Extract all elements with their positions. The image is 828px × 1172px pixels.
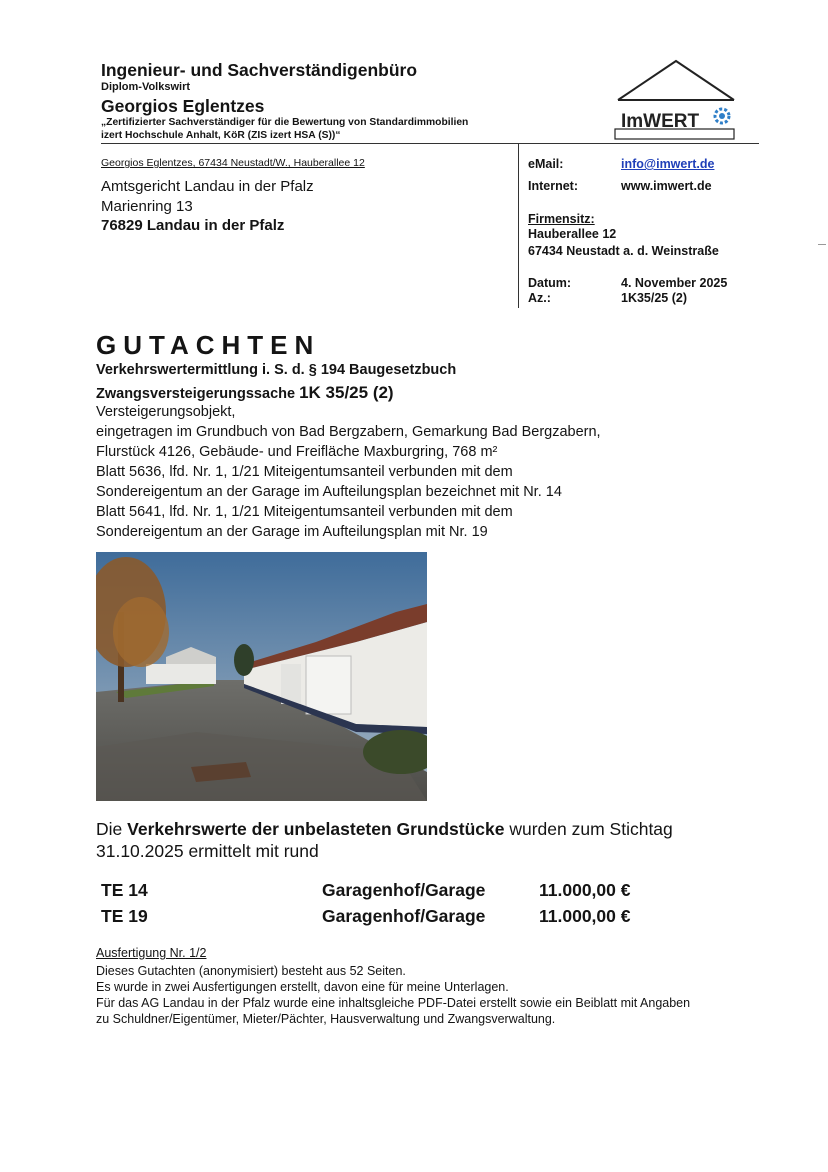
degree-label: Diplom-Volkswirt <box>101 81 191 93</box>
expert-name: Georgios Eglentzes <box>101 96 265 116</box>
document-subtitle: Verkehrswertermittlung i. S. d. § 194 Baugesetzbuch <box>96 362 457 378</box>
valuation-summary-line: 31.10.2025 ermittelt mit rund <box>96 841 319 861</box>
object-description-line: Versteigerungsobjekt, <box>96 404 236 420</box>
case-reference <box>96 383 394 403</box>
sender-line: Georgios Eglentzes, 67434 Neustadt/W., Hauberallee 12 <box>101 157 365 169</box>
gear-icon <box>715 109 729 123</box>
object-description-line: Sondereigentum an der Garage im Aufteilungsplan bezeichnet mit Nr. 14 <box>96 484 562 500</box>
certification-line: „Zertifizierter Sachverständiger für die Bewertung von Standardimmobilien <box>101 117 469 128</box>
footer-note: Es wurde in zwei Ausfertigungen erstellt, davon eine für meine Unterlagen. <box>96 980 509 994</box>
object-description-line: eingetragen im Grundbuch von Bad Bergzabern, Gemarkung Bad Bergzabern, <box>96 424 601 440</box>
summary-text: Die <box>96 819 128 839</box>
summary-emphasis: Verkehrswerte der unbelasteten Grundstücke <box>127 819 505 839</box>
valuation-summary <box>96 819 673 840</box>
footer-note: Für das AG Landau in der Pfalz wurde eine inhaltsgleiche PDF-Datei erstellt sowie ein Beiblatt mit Angaben <box>96 996 691 1010</box>
company-seat-street: Hauberallee 12 <box>528 227 617 241</box>
footer-note: zu Schuldner/Eigentümer, Mieter/Pächter, Hausverwaltung und Zwangsverwaltung. <box>96 1012 556 1026</box>
unit-value: 11.000,00 € <box>539 906 631 926</box>
object-description-line: Blatt 5641, lfd. Nr. 1, 1/21 Miteigentumsanteil verbunden mit dem <box>96 504 513 520</box>
case-prefix: Zwangsversteigerungssache <box>96 386 296 402</box>
company-seat-label: Firmensitz: <box>528 212 595 226</box>
office-title: Ingenieur- und Sachverständigenbüro <box>101 60 418 80</box>
internet-label: Internet: <box>528 179 578 193</box>
unit-value: 11.000,00 € <box>539 880 631 900</box>
property-photo <box>96 552 427 801</box>
certification-line: izert Hochschule Anhalt, KöR (ZIS izert HSA (S))“ <box>101 130 341 141</box>
margin-mark <box>818 244 826 245</box>
case-number: 1K 35/25 (2) <box>299 383 394 402</box>
email-label: eMail: <box>528 157 564 171</box>
unit-label: TE 19 <box>101 906 148 926</box>
imwert-logo <box>612 58 744 142</box>
unit-label: TE 14 <box>101 880 148 900</box>
column-divider <box>518 144 519 308</box>
object-description-line: Flurstück 4126, Gebäude- und Freifläche Maxburgring, 768 m² <box>96 444 498 460</box>
house-roof-icon <box>612 58 744 142</box>
copy-number: Ausfertigung Nr. 1/2 <box>96 946 207 960</box>
unit-type: Garagenhof/Garage <box>322 906 486 926</box>
email-link[interactable]: info@imwert.de <box>621 157 715 171</box>
summary-text: wurden zum Stichtag <box>504 819 673 839</box>
recipient-line: Amtsgericht Landau in der Pfalz <box>101 178 314 195</box>
document-title: GUTACHTEN <box>96 330 321 360</box>
recipient-line: Marienring 13 <box>101 198 193 215</box>
unit-type: Garagenhof/Garage <box>322 880 486 900</box>
object-description-line: Sondereigentum an der Garage im Aufteilungsplan mit Nr. 19 <box>96 524 488 540</box>
date-label: Datum: <box>528 276 572 290</box>
date-value: 4. November 2025 <box>621 276 728 290</box>
recipient-line: 76829 Landau in der Pfalz <box>101 217 285 234</box>
header-divider <box>101 143 759 144</box>
reference-value: 1K35/25 (2) <box>621 291 688 305</box>
object-description-line: Blatt 5636, lfd. Nr. 1, 1/21 Miteigentumsanteil verbunden mit dem <box>96 464 513 480</box>
footer-note: Dieses Gutachten (anonymisiert) besteht aus 52 Seiten. <box>96 964 406 978</box>
company-seat-city: 67434 Neustadt a. d. Weinstraße <box>528 244 719 258</box>
website-link[interactable]: www.imwert.de <box>621 179 712 193</box>
reference-label: Az.: <box>528 291 551 305</box>
logo-text: ImWERT <box>621 111 700 132</box>
